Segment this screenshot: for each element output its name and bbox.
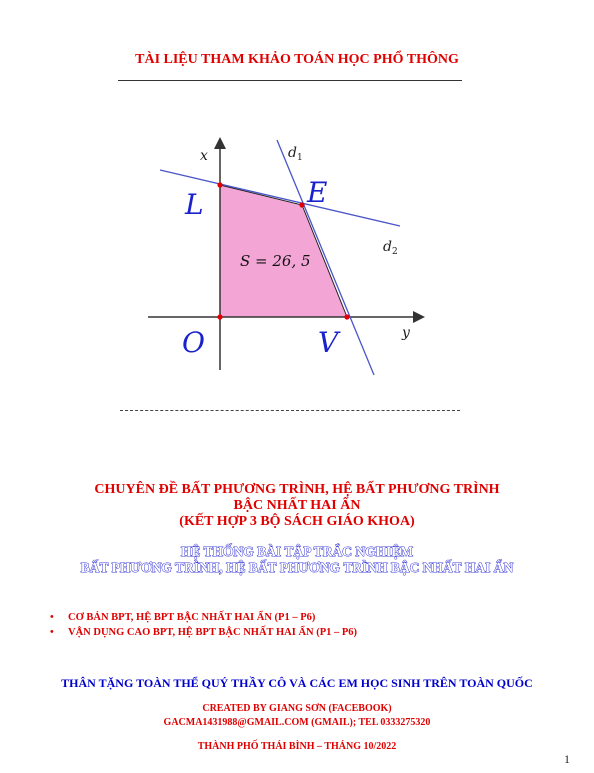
- figure-separator: [120, 410, 460, 411]
- label-V: V: [318, 326, 339, 359]
- feasible-region: [220, 185, 347, 317]
- content-bullet-list: [50, 610, 570, 640]
- bullet-item: • CƠ BẢN BPT, HỆ BPT BẬC NHẤT HAI ẨN (P1 – P6): [50, 612, 316, 623]
- page-number: 1: [564, 752, 570, 766]
- label-O: O: [182, 326, 205, 359]
- document-header-title: TÀI LIỆU THAM KHẢO TOÁN HỌC PHỔ THÔNG: [135, 52, 459, 67]
- point-O: [217, 314, 222, 319]
- d2-label: $d_2$: [383, 239, 398, 257]
- credit-place-date: THÀNH PHỐ THÁI BÌNH – THÁNG 10/2022: [197, 741, 397, 752]
- d1-label: $d_1$: [288, 145, 303, 163]
- subtitle-line1: HỆ THỐNG BÀI TẬP TRẮC NGHIỆM: [180, 544, 414, 559]
- credit-contact: GACMA1431988@GMAIL.COM (GMAIL); TEL 0333275320: [163, 717, 431, 728]
- topic-title-line2: BẬC NHẤT HAI ẨN: [233, 498, 361, 513]
- subtitle-line2: BẤT PHƯƠNG TRÌNH, HỆ BẤT PHƯƠNG TRÌNH BẬC NHẤT HAI ẨN: [80, 560, 514, 575]
- bullet-item: • VẬN DỤNG CAO BPT, HỆ BPT BẬC NHẤT HAI ẨN (P1 – P6): [50, 627, 358, 638]
- dedication-text: THÂN TẶNG TOÀN THỂ QUÝ THẦY CÔ VÀ CÁC EM HỌC SINH TRÊN TOÀN QUỐC: [61, 676, 533, 690]
- y-axis-label: y: [402, 325, 410, 341]
- point-V: [344, 314, 349, 319]
- credit-author: CREATED BY GIANG SƠN (FACEBOOK): [202, 703, 392, 714]
- area-label: S = 26, 5: [240, 252, 311, 270]
- label-E: E: [307, 176, 328, 209]
- point-E: [299, 202, 304, 207]
- topic-title-line3: (KẾT HỢP 3 BỘ SÁCH GIÁO KHOA): [179, 514, 415, 529]
- point-L: [217, 182, 222, 187]
- bullet-icon: •: [50, 627, 54, 638]
- label-L: L: [185, 188, 204, 221]
- topic-title-line1: CHUYÊN ĐỀ BẤT PHƯƠNG TRÌNH, HỆ BẤT PHƯƠNG TRÌNH: [94, 482, 500, 497]
- header-rule: [118, 80, 462, 81]
- bullet-icon: •: [50, 612, 54, 623]
- x-axis-label: x: [200, 148, 208, 164]
- geometry-figure: [140, 130, 430, 380]
